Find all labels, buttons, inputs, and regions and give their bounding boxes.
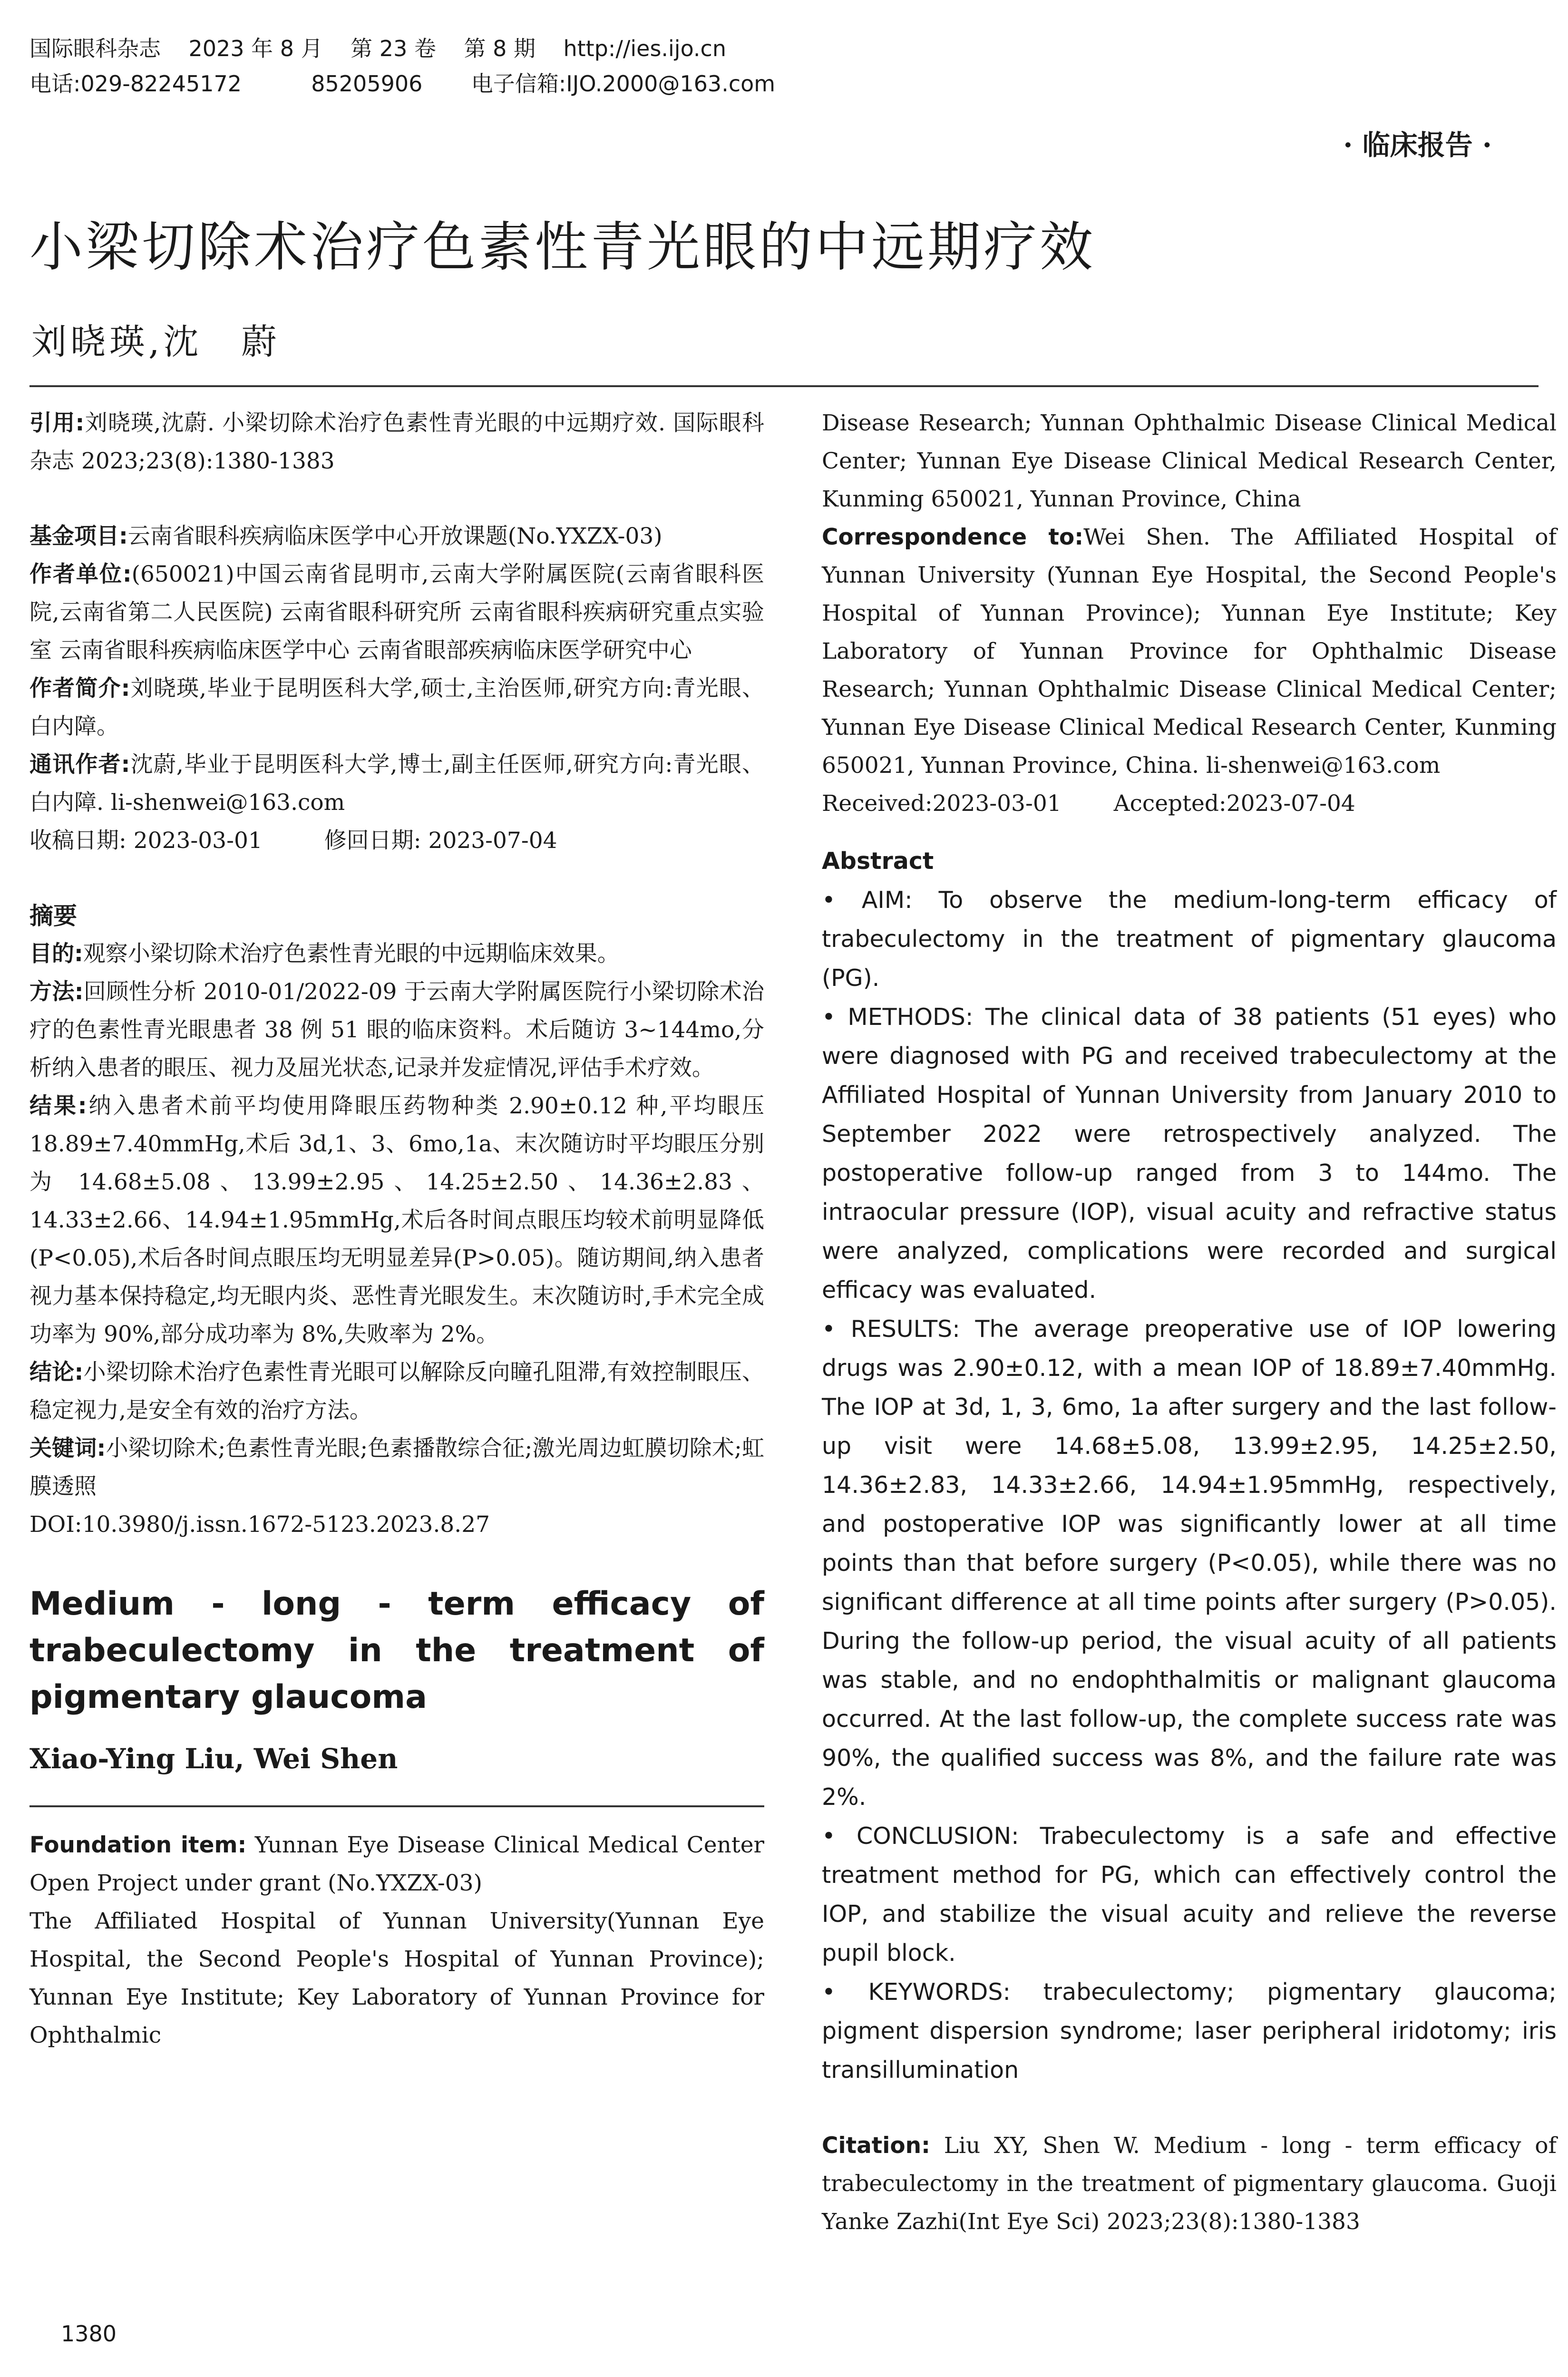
corr-label: 通讯作者:: [29, 751, 130, 778]
accepted-date-en: Accepted:2023-07-04: [1113, 790, 1355, 817]
bio-text: 刘晓瑛,毕业于昆明医科大学,硕士,主治医师,研究方向:青光眼、白内障。: [29, 675, 764, 740]
article-authors: 刘晓瑛,沈 蔚: [31, 321, 281, 362]
bio-label: 作者简介:: [29, 675, 130, 701]
right-column: [822, 404, 1557, 2241]
corresponding-author: [29, 746, 764, 822]
methods-text-cn: 回顾性分析 2010-01/2022-09 于云南大学附属医院行小梁切除术治疗的色素性青光眼患者 38 例 51 眼的临床资料。术后随访 3~144mo,分析纳入患者的眼压、视力及屈光状态,记录并发症情况,评估手术疗效。: [29, 979, 765, 1081]
fund-text: 云南省眼科疾病临床医学中心开放课题(No.YXZX-03): [127, 523, 662, 549]
correspondence-text: Wei Shen. The Affiliated Hospital of Yunnan University (Yunnan Eye Hospital, the Second People's Hospital of Yunnan Province); Yunnan Eye Institute; Key Laboratory of Yunnan Province for Ophthalmic Disease Research; Yunnan Ophthalmic Disease Clinical Medical Center; Yunnan Eye Disease Clinical Medical Research Center, Kunming 650021, Yunnan Province, China. li-shenwei@163.com: [822, 524, 1557, 779]
aim-cn: [29, 935, 764, 973]
unit-text: (650021)中国云南省昆明市,云南大学附属医院(云南省眼科医院,云南省第二人民医院) 云南省眼科研究所 云南省眼科疾病研究重点实验室 云南省眼科疾病临床医学中心 云南省眼部疾病临床医学研究中心: [29, 561, 765, 663]
citation-en-text: Liu XY, Shen W. Medium - long - term efficacy of trabeculectomy in the treatment of pigmentary glaucoma. Guoji Yanke Zazhi(Int Eye Sci) 2023;23(8):1380-1383: [822, 2133, 1557, 2235]
results-label-cn: 结果:: [29, 1093, 87, 1119]
article-title: 小梁切除术治疗色素性青光眼的中远期疗效: [29, 216, 1096, 278]
results-en: • RESULTS: The average preoperative use of IOP lowering drugs was 2.90±0.12, with a mean IOP of 18.89±7.40mmHg. The IOP at 3d, 1, 3, 6mo, 1a after surgery and the last follow-up visit were 14.68±5.08, 13.99±2.95, 14.25±2.50, 14.36±2.83, 14.33±2.66, 14.94±1.95mmHg, respectively, and postoperative IOP was significantly lower at all time points than that before surgery (P<0.05), while there was no significant difference at all time points after surgery (P>0.05). During the follow-up period, the visual acuity of all patients was stable, and no endophthalmitis or malignant glaucoma occurred. At the last follow-up, the complete success rate was 90%, the qualified success was 8%, and the failure rate was 2%.: [822, 1315, 1557, 1811]
dates-en: [822, 785, 1557, 823]
section-tag: · 临床报告 ·: [1343, 129, 1492, 161]
received-date-en: Received:2023-03-01: [822, 790, 1062, 817]
citation-cn-label: 引用:: [29, 410, 85, 436]
keywords-label-cn: 关键词:: [29, 1435, 106, 1461]
aim-label-cn: 目的:: [29, 941, 83, 967]
dates-cn: [29, 822, 764, 860]
journal-header-line1: 国际眼科杂志 2023 年 8 月 第 23 卷 第 8 期 http://ies.ijo.cn: [29, 36, 726, 61]
methods-cn: [29, 973, 764, 1087]
received-date-cn: 收稿日期: 2023-03-01: [29, 828, 263, 854]
correspondence-en: [822, 518, 1557, 785]
fund-label: 基金项目:: [29, 523, 128, 549]
english-title: Medium - long - term efficacy of trabeculectomy in the treatment of pigmentary glaucoma: [29, 1585, 764, 1716]
left-column: [29, 404, 764, 2055]
page-number: 1380: [61, 2321, 117, 2347]
journal-header-line2: 电话:029-82245172 85205906 电子信箱:IJO.2000@163.com: [29, 71, 776, 97]
author-unit: [29, 555, 764, 670]
conclusion-en: • CONCLUSION: Trabeculectomy is a safe and effective treatment method for PG, which can effectively control the IOP, and stabilize the visual acuity and relieve the reverse pupil block.: [822, 1822, 1557, 1967]
methods-en: • METHODS: The clinical data of 38 patients (51 eyes) who were diagnosed with PG and received trabeculectomy at the Affiliated Hospital of Yunnan University from January 2010 to September 2022 were retrospectively analyzed. The postoperative follow-up ranged from 3 to 144mo. The intraocular pressure (IOP), visual acuity and refractive status were analyzed, complications were recorded and surgical efficacy was evaluated.: [822, 1003, 1557, 1304]
foundation-item: [29, 1826, 764, 1902]
conclusion-label-cn: 结论:: [29, 1359, 84, 1385]
citation-en: [822, 2127, 1557, 2241]
english-authors-divider: [29, 1805, 764, 1807]
abstract-heading-en: Abstract: [822, 848, 934, 875]
abstract-heading-cn: 摘要: [29, 902, 77, 930]
citation-en-label: Citation:: [822, 2133, 930, 2159]
author-bio: [29, 670, 764, 746]
aim-text-cn: 观察小梁切除术治疗色素性青光眼的中远期临床效果。: [83, 941, 620, 967]
doi: DOI:10.3980/j.issn.1672-5123.2023.8.27: [29, 1511, 490, 1538]
foundation-label: Foundation item:: [29, 1832, 247, 1858]
keywords-cn: [29, 1430, 764, 1506]
affiliation-en: The Affiliated Hospital of Yunnan University(Yunnan Eye Hospital, the Second People's Hospital of Yunnan Province); Yunnan Eye Institute; Key Laboratory of Yunnan Province for Ophthalmic: [29, 1908, 764, 2048]
citation-cn-text: 刘晓瑛,沈蔚. 小梁切除术治疗色素性青光眼的中远期疗效. 国际眼科杂志 2023;23(8):1380-1383: [29, 410, 764, 474]
correspondence-label: Correspondence to:: [822, 524, 1084, 550]
methods-label-cn: 方法:: [29, 979, 84, 1005]
abstract-en: [822, 842, 1557, 2090]
fund-item: [29, 517, 764, 555]
header-divider: [29, 385, 1539, 387]
unit-label: 作者单位:: [29, 561, 132, 587]
conclusion-text-cn: 小梁切除术治疗色素性青光眼可以解除反向瞳孔阻滞,有效控制眼压、稳定视力,是安全有效的治疗方法。: [29, 1359, 764, 1423]
revised-date-cn: 修回日期: 2023-07-04: [324, 828, 557, 854]
conclusion-cn: [29, 1354, 764, 1430]
affiliation-en-continued: Disease Research; Yunnan Ophthalmic Disease Clinical Medical Center; Yunnan Eye Disease Clinical Medical Research Center, Kunming 650021, Yunnan Province, China: [822, 410, 1557, 512]
aim-en: • AIM: To observe the medium-long-term efficacy of trabeculectomy in the treatment of pigmentary glaucoma (PG).: [822, 887, 1557, 992]
corr-text: 沈蔚,毕业于昆明医科大学,博士,副主任医师,研究方向:青光眼、白内障. li-shenwei@163.com: [29, 751, 764, 816]
keywords-text-cn: 小梁切除术;色素性青光眼;色素播散综合征;激光周边虹膜切除术;虹膜透照: [29, 1435, 765, 1500]
keywords-en: • KEYWORDS: trabeculectomy; pigmentary glaucoma; pigment dispersion syndrome; laser peripheral iridotomy; iris transillumination: [822, 1978, 1557, 2084]
citation-cn: [29, 404, 764, 480]
results-cn: [29, 1087, 764, 1354]
results-text-cn: 纳入患者术前平均使用降眼压药物种类 2.90±0.12 种,平均眼压 18.89±7.40mmHg,术后 3d,1、3、6mo,1a、末次随访时平均眼压分别为 14.68±5.08、13.99±2.95、14.25±2.50、14.36±2.83、14.33±2.66、14.94±1.95mmHg,术后各时间点眼压均较术前明显降低(P<0.05),术后各时间点眼压均无明显差异(P>0.05)。随访期间,纳入患者视力基本保持稳定,均无眼内炎、恶性青光眼发生。末次随访时,手术完全成功率为 90%,部分成功率为 8%,失败率为 2%。: [29, 1093, 765, 1347]
foundation-text: Yunnan Eye Disease Clinical Medical Center Open Project under grant (No.YXZX-03): [29, 1832, 764, 1896]
english-authors: Xiao-Ying Liu, Wei Shen: [29, 1743, 398, 1775]
